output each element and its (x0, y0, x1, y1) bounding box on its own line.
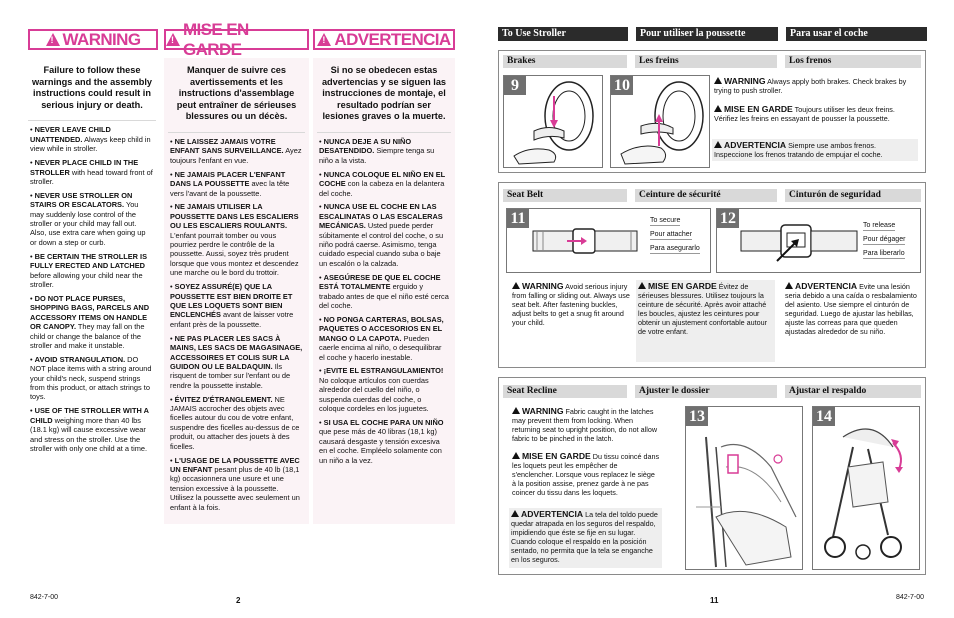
list-item: • L'USAGE DE LA POUSSETTE AVEC UN ENFANT pesant plus de 40 lb (18,1 kg) occasionnera une usure et une tension excessive à la poussette. Utilisez la poussette avec seulement un enfant à la fois. (170, 455, 300, 512)
figure-number: 12 (717, 209, 739, 228)
warning-column-french (164, 58, 309, 524)
list-item: • NUNCA COLOQUE EL NIÑO EN EL COCHE con la cabeza en la delantera del coche. (319, 169, 446, 198)
header-advertencia (313, 29, 455, 50)
brakes-warning-es: ADVERTENCIA Siempre use ambos frenos. Inspeccione los frenos tratando de empujar el coche. (712, 139, 918, 161)
list-item: • ¡EVITE EL ESTRANGULAMIENTO! No coloque artículos con cuerdas alrededor del cuello del niño, o suspenda cuerdas del coche, o coloque cordeles en los juguetes. (319, 366, 444, 414)
list-item: • DO NOT PLACE PURSES, SHOPPING BAGS, PARCELS AND ACCESSORY ITEMS ON HANDLE OR CANOPY. They may fall on the child or change the balance of the stroller and make it unstable. (30, 293, 150, 350)
stroller-recline-illustration (813, 407, 920, 570)
list-item: • NUNCA USE EL COCHE EN LAS ESCALINATAS O LAS ESCALERAS MECÁNICAS. Usted puede perder súbitamente el control del coche, o su niño podrá caerse. Asimismo, tenga cuidado especial cuando suba o baje un escalón o la calzada. (319, 202, 444, 268)
subheader-seat-belt: Seat Belt (503, 189, 627, 202)
warning-triangle-icon (714, 105, 722, 112)
list-item: • ÉVITEZ D'ÉTRANGLEMENT. NE JAMAIS accrocher des objets avec ficelles autour du cou de votre enfant, suspendre des ficelles au-dessus de ce produit, ou attacher des jouets à des ficelles. (170, 394, 300, 451)
subheader-brakes: Brakes (503, 55, 627, 68)
brake-release-illustration (611, 76, 710, 168)
footer-code-right: 842-7-00 (896, 594, 925, 601)
seatbelt-warning-en: WARNING Avoid serious injury from falling or sliding out. Always use seat belt. After fastening buckles, adjust belts to get a snug fit around your child. (512, 281, 630, 327)
figure-number: 10 (611, 76, 633, 95)
list-item: • NE PAS PLACER LES SACS À MAINS, LES SACS DE MAGASINAGE, ACCESSOIRES ET COLIS SUR LA GUIDON OU LE BALDAQUIN. Ils risquent de tomber sur l'enfant ou de rendre la poussette instable. (170, 333, 303, 390)
subheader-ajustar: Ajustar el respaldo (785, 385, 921, 398)
warning-triangle-icon (638, 282, 646, 289)
subheader-ajuster: Ajuster le dossier (635, 385, 777, 398)
divider (317, 132, 451, 133)
section-header-english: To Use Stroller (498, 27, 628, 41)
warning-list (164, 137, 309, 512)
list-item: • NEVER LEAVE CHILD UNATTENDED. Always keep child in view while in stroller. (30, 125, 151, 154)
list-item: • NO PONGA CARTERAS, BOLSAS, PAQUETES O ACCESORIOS EN EL MANGO O LA CAPOTA. Pueden caerle encima al niño, o desequilibrar el coche y hacerlo inestable. (319, 314, 444, 362)
warning-triangle-icon (714, 77, 722, 84)
figure-9 (503, 75, 603, 168)
figure-14 (812, 406, 920, 570)
figure-10 (610, 75, 710, 168)
warning-list (313, 137, 455, 465)
list-item: • NE LAISSEZ JAMAIS VOTRE ENFANT SANS SURVEILLANCE. Ayez toujours l'enfant en vue. (170, 136, 302, 165)
recline-warning-es: ADVERTENCIA La tela del toldo puede quedar atrapada en los seguros del respaldo, impidiendo que éste se fije en su lugar. Cuando coloque el respaldo en la posición sentado, no permita que la tela se enganche en los seguros. (509, 508, 662, 568)
warning-column-spanish (313, 58, 455, 524)
warning-triangle-icon (166, 33, 180, 46)
figure-number: 9 (504, 76, 526, 95)
warning-triangle-icon (512, 407, 520, 414)
header-warning (28, 29, 158, 50)
list-item: • NE JAMAIS PLACER L'ENFANT DANS LA POUSSETTE avec la tête vers l'avant de la poussette. (170, 169, 290, 198)
list-item: • USE OF THE STROLLER WITH A CHILD weighing more than 40 lbs (18.1 kg) will cause excessive wear and stress on the stroller. Use the stroller with only one child at a time. (30, 406, 149, 453)
fig12-label-fr: Pour dégager (863, 236, 906, 243)
warning-triangle-icon (512, 282, 520, 289)
section-header-spanish: Para usar el coche (786, 27, 927, 41)
fig11-label-en: To secure (650, 217, 681, 224)
column-intro: Manquer de suivre ces avertissements et les instructions d'assemblage peut entraîner de sérieuses blessures ou un décès. (176, 65, 297, 122)
warning-triangle-icon (317, 33, 331, 46)
buckle-release-illustration (717, 209, 862, 273)
list-item: • ASEGÚRESE DE QUE EL COCHE ESTÁ TOTALMENTE erguido y trabado antes de que el niño esté cerca del coche. (319, 272, 449, 310)
subheader-ceinture: Ceinture de sécurité (635, 189, 777, 202)
warning-triangle-icon (511, 510, 519, 517)
warning-column-english (24, 58, 160, 524)
subheader-freins: Les freins (635, 55, 777, 68)
list-item: • AVOID STRANGULATION. DO NOT place items with a string around your child's neck, suspend strings from this product, or attach strings to toys. (30, 354, 152, 402)
fig12-label-es: Para liberarlo (863, 250, 905, 257)
list-item: • NEVER PLACE CHILD IN THE STROLLER with head toward front of stroller. (30, 158, 153, 186)
page-number-left: 2 (236, 596, 241, 605)
warning-triangle-icon (785, 282, 793, 289)
warning-triangle-icon (512, 452, 520, 459)
divider (28, 120, 156, 121)
figure-number: 13 (686, 407, 708, 426)
list-item: • SI USA EL COCHE PARA UN NIÑO que pese más de 40 libras (18,1 kg) causará desgaste y tensión excesiva en el coche. Empléelo solamente con un niño a la vez. (319, 417, 444, 465)
figure-13 (685, 406, 803, 570)
column-intro: Failure to follow these warnings and the assembly instructions could result in serious injury or death. (32, 65, 152, 110)
recline-warning-en: WARNING Fabric caught in the latches may prevent them from locking. When returning seat to upright position, do not allow fabric to be pinched in the latch. (512, 406, 658, 443)
list-item: • BE CERTAIN THE STROLLER IS FULLY ERECTED AND LATCHED before allowing your child near the stroller. (30, 251, 148, 289)
recline-warning-fr: MISE EN GARDE Du tissu coincé dans les loquets peut les empêcher de s'enclencher. Lorsque vous replacez le siège à la position assise, prenez garde à ne pas coincer du tissu dans les loquets. (512, 451, 660, 497)
subheader-seat-recline: Seat Recline (503, 385, 627, 398)
subheader-cinturon: Cinturón de seguridad (785, 189, 921, 202)
brakes-warning-en: WARNING Always apply both brakes. Check brakes by trying to push stroller. (714, 76, 907, 95)
list-item: • NUNCA DEJE A SU NIÑO DESATENDIDO. Siempre tenga su niño a la vista. (319, 136, 435, 165)
figure-number: 11 (507, 209, 529, 228)
list-item: • NEVER USE STROLLER ON STAIRS OR ESCALATORS. You may suddenly lose control of the stroller or your child may fall out. Also, use extra care when going up or down a step or curb. (30, 190, 146, 247)
subheader-frenos: Los frenos (785, 55, 921, 68)
buckle-secure-illustration (507, 209, 647, 273)
list-item: • SOYEZ ASSURÉ(E) QUE LA POUSSETTE EST BIEN DROITE ET QUE LES LOQUETS SONT BIEN ENCLENCHÉS avant de laisser votre enfant près de la poussette. (170, 282, 294, 329)
warning-list (24, 125, 160, 453)
divider (168, 132, 305, 133)
warning-triangle-icon (46, 33, 60, 46)
header-warning-label: WARNING (62, 29, 141, 49)
seatbelt-warning-fr: MISE EN GARDE Évitez de sérieuses blessures. Utilisez toujours la ceinture de sécurité. Après avoir attaché les boucles, ajustez les ceintures pour obtenir un ajustement confortable autour de votre enfant. (636, 280, 775, 362)
header-advertencia-label: ADVERTENCIA (334, 29, 451, 49)
header-mise-en-garde (164, 19, 309, 59)
section-header-french: Pour utiliser la poussette (636, 27, 778, 41)
list-item: • NE JAMAIS UTILISER LA POUSSETTE DANS LES ESCALIERS OU LES ESCALIERS ROULANTS. L'enfant pourrait tomber ou vous pourriez perdre le contrôle de la poussette. Aussi, soyez très prudent lorsque que vous montez et descendez une marche ou le bord du trottoir. (170, 202, 299, 278)
seatbelt-warning-es: ADVERTENCIA Evite una lesión seria debido a una caída o resbalamiento del asiento. Use siempre el cinturón de seguridad. Luego de ajustar las hebillas, ajuste las correas para que queden ajustadas alrededor de su niño. (785, 281, 917, 336)
figure-11 (506, 208, 711, 273)
figure-12 (716, 208, 921, 273)
header-mise-label: MISE EN GARDE (183, 19, 249, 59)
fig11-label-fr: Pour attacher (650, 231, 693, 238)
fig11-label-es: Para asegurarlo (650, 245, 700, 252)
brake-wheel-illustration (504, 76, 603, 168)
warning-triangle-icon (714, 141, 722, 148)
recline-latch-illustration (686, 407, 803, 570)
footer-code-left: 842-7-00 (30, 594, 59, 601)
page-number-right: 11 (710, 596, 719, 605)
column-intro: Si no se obedecen estas advertencias y se siguen las instrucciones de montaje, el resultado podrían ser lesiones graves o la muerte. (321, 65, 447, 122)
fig12-label-en: To release (863, 222, 896, 229)
figure-number: 14 (813, 407, 835, 426)
brakes-warning-fr: MISE EN GARDE Toujours utiliser les deux freins. Vérifiez les freins en essayant de pousser la poussette. (714, 104, 895, 123)
